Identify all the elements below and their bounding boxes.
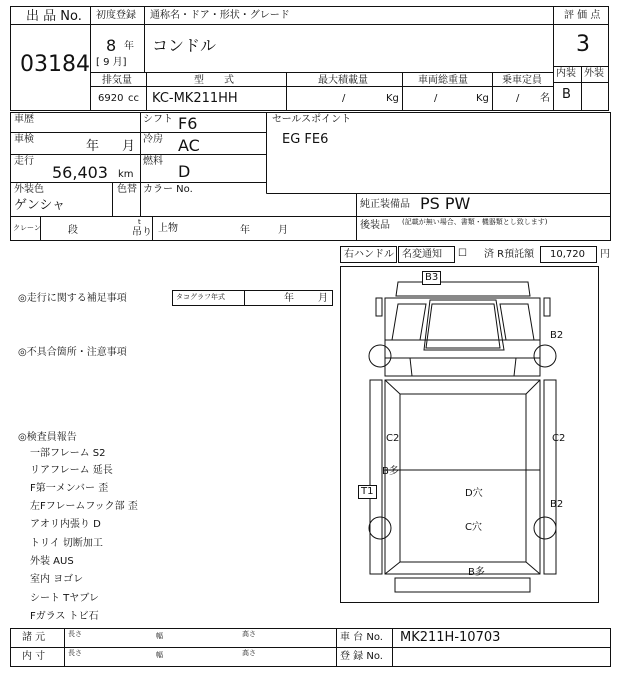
max-load-label: 最大積載量 bbox=[318, 75, 368, 86]
sales-point-label: セールスポイント bbox=[272, 114, 352, 125]
genuine-label: 純正装備品 bbox=[360, 199, 410, 210]
fuel-label: 燃料 bbox=[143, 156, 163, 167]
upper-month-unit: 月 bbox=[278, 225, 288, 236]
mark-c2-left: C2 bbox=[386, 433, 400, 444]
inspector-item: アオリ内張り D bbox=[30, 519, 101, 530]
color-no-label: カラー No. bbox=[143, 184, 193, 195]
inspector-item: Fガラス トビ石 bbox=[30, 611, 99, 622]
defects-label: ◎不具合箇所・注意事項 bbox=[18, 347, 127, 358]
displacement-unit: cc bbox=[128, 93, 139, 104]
score-label: 評 価 点 bbox=[564, 10, 601, 21]
mileage-unit: km bbox=[118, 169, 134, 180]
first-reg-year: 8 bbox=[106, 36, 117, 55]
capacity-unit: 名 bbox=[540, 93, 550, 104]
driving-notes-label: ◎走行に関する補足事項 bbox=[18, 293, 127, 304]
crane-stages: 段 bbox=[68, 225, 78, 236]
dims-length-label: 長さ bbox=[68, 630, 82, 638]
steering-tag: 右ハンドル bbox=[344, 249, 394, 260]
lot-no-value: 03184 bbox=[20, 52, 90, 77]
exterior-color-label: 外装色 bbox=[14, 184, 44, 195]
max-load-value: / bbox=[342, 93, 346, 104]
mark-b-many-left: B多 bbox=[382, 466, 399, 477]
score-value: 3 bbox=[576, 32, 590, 57]
interior-height-label: 高さ bbox=[242, 649, 256, 657]
year-unit: 年 bbox=[124, 41, 134, 52]
ac-value: AC bbox=[178, 136, 200, 155]
shift-value: F6 bbox=[178, 114, 198, 133]
inspection-label: 車検 bbox=[14, 134, 34, 145]
ac-label: 冷房 bbox=[143, 134, 163, 145]
displacement-value: 6920 bbox=[98, 93, 124, 104]
gross-weight-value: / bbox=[434, 93, 438, 104]
tachograph-label: タコグラフ年式 bbox=[176, 293, 225, 301]
upper-year-unit: 年 bbox=[240, 225, 250, 236]
mark-c-hole: C穴 bbox=[465, 522, 482, 533]
mark-t1: T1 bbox=[361, 486, 374, 497]
interior-length-label: 長さ bbox=[68, 649, 82, 657]
mark-b2-front-right: B2 bbox=[550, 330, 564, 341]
capacity-label: 乗車定員 bbox=[502, 75, 542, 86]
name-change-tag: 名変通知 bbox=[402, 249, 442, 260]
model-label: 型 式 bbox=[194, 75, 234, 86]
name-change-checkbox: ☐ bbox=[458, 248, 467, 259]
fuel-value: D bbox=[178, 162, 191, 181]
mark-b3: B3 bbox=[425, 272, 439, 283]
interior-width-label: 幅 bbox=[156, 651, 163, 659]
max-load-unit: Kg bbox=[386, 93, 399, 104]
car-name-label: 通称名・ドア・形状・グレード bbox=[150, 10, 290, 21]
upper-label: 上物 bbox=[158, 223, 178, 234]
inspector-item: シート Tヤブレ bbox=[30, 593, 99, 604]
inspector-item: F第一メンバー 歪 bbox=[30, 483, 109, 494]
tachograph-year-unit: 年 bbox=[284, 293, 294, 304]
inspector-item: 室内 ヨゴレ bbox=[30, 574, 84, 585]
interior-dims-label: 内 寸 bbox=[22, 651, 46, 662]
inspector-label: ◎検査員報告 bbox=[18, 432, 77, 443]
inspector-item: リアフレーム 延長 bbox=[30, 465, 113, 476]
genuine-value: PS PW bbox=[420, 194, 471, 213]
capacity-value: / bbox=[516, 93, 520, 104]
aftermarket-note: (記載が無い場合、書類・機器類とし致します) bbox=[402, 218, 548, 226]
dims-width-label: 幅 bbox=[156, 632, 163, 640]
color-change-label: 色替 bbox=[117, 184, 137, 195]
inspector-item: 外装 AUS bbox=[30, 556, 74, 567]
recycle-amount: 10,720 bbox=[550, 249, 585, 260]
gross-weight-label: 車両総重量 bbox=[418, 75, 468, 86]
dims-label: 諸 元 bbox=[22, 632, 46, 643]
chassis-value: MK211H-10703 bbox=[400, 630, 501, 645]
inspector-item: 左Fフレームフック部 歪 bbox=[30, 501, 138, 512]
interior-grade: B bbox=[562, 87, 571, 102]
crane-ton: t bbox=[138, 218, 141, 226]
shift-label: シフト bbox=[143, 114, 173, 125]
mileage-value: 56,403 bbox=[52, 163, 108, 182]
recycle-label: 済 R預託額 bbox=[484, 249, 535, 260]
inspection-month-unit: 月 bbox=[122, 139, 136, 154]
tachograph-month-unit: 月 bbox=[318, 293, 328, 304]
first-reg-label: 初度登録 bbox=[96, 10, 136, 21]
displacement-label: 排気量 bbox=[102, 75, 132, 86]
interior-label: 内装 bbox=[556, 68, 576, 79]
exterior-color-value: ゲンシャ bbox=[14, 198, 66, 213]
recycle-unit: 円 bbox=[600, 249, 610, 260]
first-reg-month: [ 9 月] bbox=[96, 57, 127, 68]
inspection-year-unit: 年 bbox=[86, 139, 100, 154]
crane-lift: 吊り bbox=[132, 227, 152, 238]
dims-height-label: 高さ bbox=[242, 630, 256, 638]
lot-no-label: 出 品 No. bbox=[26, 9, 82, 24]
aftermarket-label: 後装品 bbox=[360, 220, 390, 231]
history-label: 車歴 bbox=[14, 114, 34, 125]
crane-label: クレーン bbox=[13, 224, 41, 232]
mark-c2-right: C2 bbox=[552, 433, 566, 444]
registration-label: 登 録 No. bbox=[340, 651, 383, 662]
exterior-label: 外装 bbox=[584, 68, 604, 79]
sales-point-text: EG FE6 bbox=[282, 132, 329, 147]
gross-weight-unit: Kg bbox=[476, 93, 489, 104]
mark-d-hole: D穴 bbox=[465, 488, 483, 499]
mileage-label: 走行 bbox=[14, 156, 34, 167]
mark-b-many-rear: B多 bbox=[468, 567, 485, 578]
chassis-label: 車 台 No. bbox=[340, 632, 383, 643]
inspector-item: 一部フレーム S2 bbox=[30, 448, 106, 459]
mark-b2-rear-right: B2 bbox=[550, 499, 564, 510]
inspector-item: トリイ 切断加工 bbox=[30, 538, 103, 549]
car-name: コンドル bbox=[152, 36, 217, 55]
model-value: KC-MK211HH bbox=[152, 91, 238, 106]
